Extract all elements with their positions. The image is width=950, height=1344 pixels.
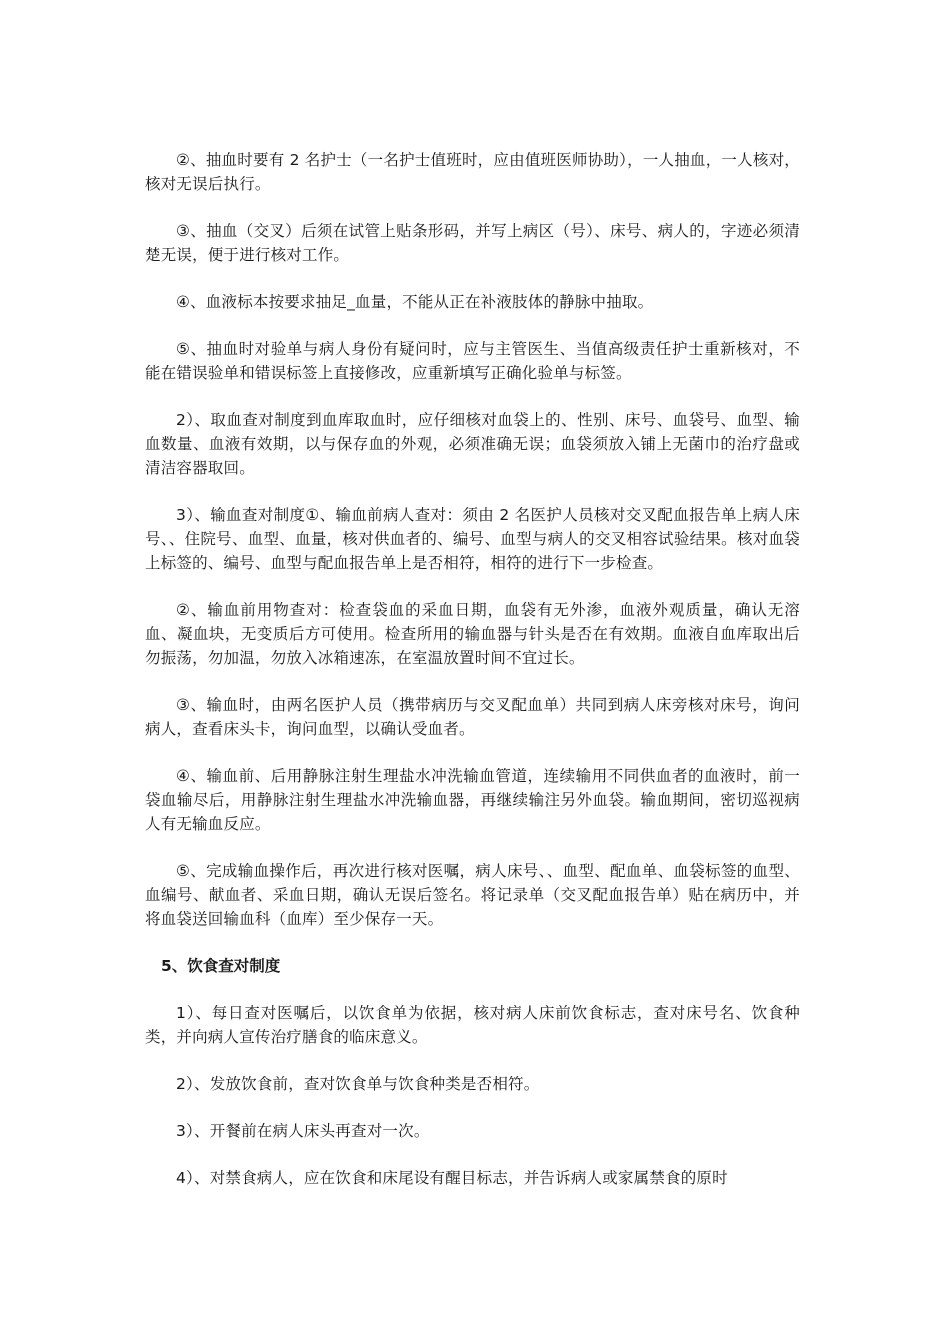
paragraph: ③、抽血（交叉）后须在试管上贴条形码，并写上病区（号）、床号、病人的，字迹必须清楚无误，便于进行核对工作。 — [145, 222, 800, 264]
paragraph: 2）、取血查对制度到血库取血时，应仔细核对血袋上的、性别、床号、血袋号、血型、输血数量、血液有效期，以与保存血的外观，必须准确无误；血袋须放入铺上无菌巾的治疗盘或清洁容器取回。 — [145, 411, 800, 477]
document-page — [145, 148, 800, 1213]
paragraph: 2）、发放饮食前，查对饮食单与饮食种类是否相符。 — [176, 1075, 540, 1093]
paragraph: ③、输血时，由两名医护人员（携带病历与交叉配血单）共同到病人床旁核对床号，询问病人，查看床头卡，询问血型，以确认受血者。 — [145, 696, 800, 738]
paragraph: ⑤、完成输血操作后，再次进行核对医嘱，病人床号、、血型、配血单、血袋标签的血型、血编号、献血者、采血日期，确认无误后签名。将记录单（交叉配血报告单）贴在病历中，并将血袋送回输血科（血库）至少保存一天。 — [145, 862, 800, 928]
paragraph: 3）、开餐前在病人床头再查对一次。 — [176, 1122, 430, 1140]
paragraph: ④、血液标本按要求抽足_血量，不能从正在补液肢体的静脉中抽取。 — [176, 293, 654, 311]
paragraph: ②、输血前用物查对：检查袋血的采血日期，血袋有无外渗，血液外观质量，确认无溶血、凝血块，无变质后方可使用。检查所用的输血器与针头是否在有效期。血液自血库取出后勿振荡，勿加温，勿放入冰箱速冻，在室温放置时间不宜过长。 — [145, 601, 800, 667]
section-heading: 5、饮食查对制度 — [161, 957, 281, 975]
paragraph: ④、输血前、后用静脉注射生理盐水冲洗输血管道，连续输用不同供血者的血液时，前一袋血输尽后，用静脉注射生理盐水冲洗输血器，再继续输注另外血袋。输血期间，密切巡视病人有无输血反应。 — [145, 767, 800, 833]
paragraph: ②、抽血时要有 2 名护士（一名护士值班时，应由值班医师协助），一人抽血，一人核对，核对无误后执行。 — [145, 151, 800, 193]
paragraph: 4）、对禁食病人，应在饮食和床尾设有醒目标志，并告诉病人或家属禁食的原时 — [176, 1169, 728, 1187]
paragraph: ⑤、抽血时对验单与病人身份有疑问时，应与主管医生、当值高级责任护士重新核对，不能在错误验单和错误标签上直接修改，应重新填写正确化验单与标签。 — [145, 340, 800, 382]
paragraph: 1）、每日查对医嘱后，以饮食单为依据，核对病人床前饮食标志，查对床号名、饮食种类，并向病人宣传治疗膳食的临床意义。 — [145, 1004, 800, 1046]
paragraph: 3）、输血查对制度①、输血前病人查对：须由 2 名医护人员核对交叉配血报告单上病人床号、、住院号、血型、血量，核对供血者的、编号、血型与病人的交叉相容试验结果。核对血袋上标签的、编号、血型与配血报告单上是否相符，相符的进行下一步检查。 — [145, 506, 800, 572]
